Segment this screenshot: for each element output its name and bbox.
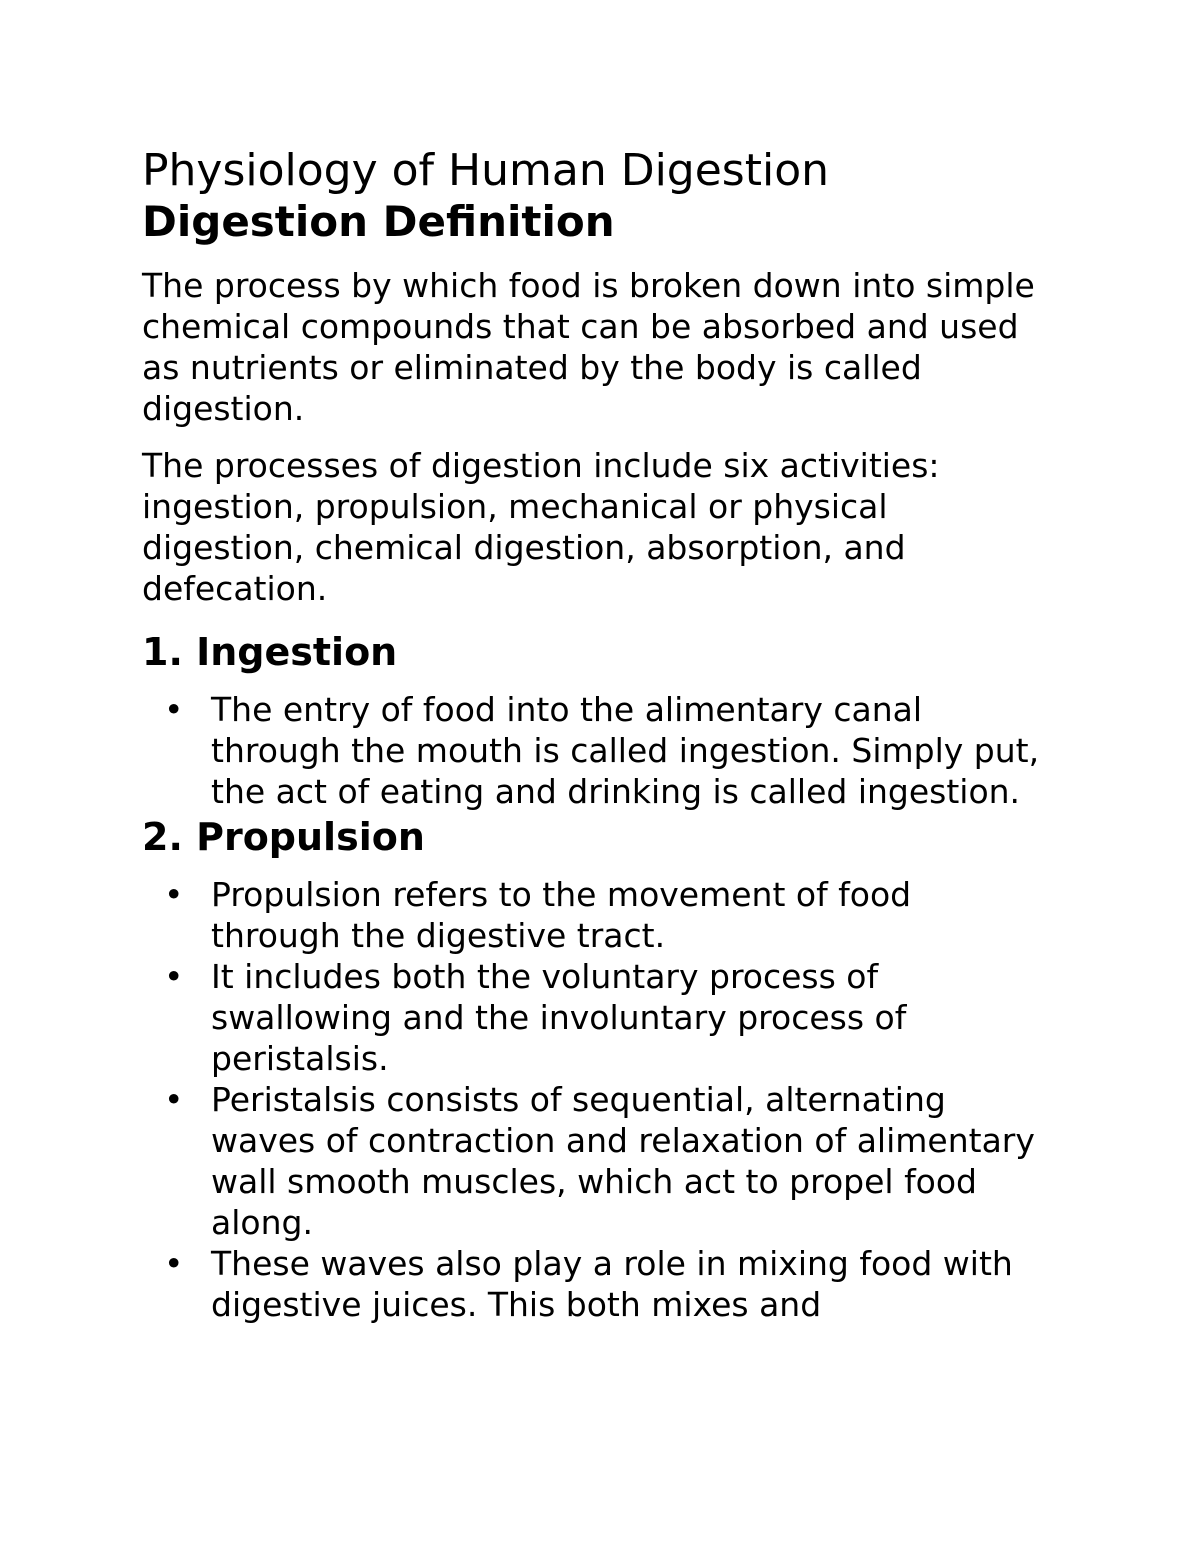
list-item bbox=[142, 689, 1042, 812]
list-item-text: It includes both the voluntary process of swallowing and the involuntary process of peristalsis. bbox=[211, 957, 907, 1078]
bullet-list bbox=[142, 689, 1042, 812]
document-page bbox=[142, 143, 1042, 1325]
document-title: Physiology of Human Digestion bbox=[142, 145, 830, 196]
definition-paragraph: The process by which food is broken down into simple chemical compounds that can be absorbed and used as nutrients or eliminated by the body is called digestion. bbox=[142, 266, 1035, 428]
bullet-icon: • bbox=[164, 690, 184, 729]
bullet-icon: • bbox=[164, 875, 184, 914]
bullet-icon: • bbox=[164, 1244, 184, 1283]
list-item-text: The entry of food into the alimentary canal through the mouth is called ingestion. Simply put, the act of eating and drinking is called ingestion. bbox=[211, 690, 1040, 811]
list-item bbox=[142, 1243, 1042, 1325]
list-item bbox=[142, 956, 1042, 1079]
section-ingestion bbox=[142, 627, 1042, 812]
bullet-icon: • bbox=[164, 1080, 184, 1119]
list-item-text: Propulsion refers to the movement of food through the digestive tract. bbox=[211, 875, 912, 955]
list-item-text: These waves also play a role in mixing food with digestive juices. This both mixes and bbox=[211, 1244, 1013, 1324]
section-heading: 2. Propulsion bbox=[142, 815, 425, 859]
list-item-text: Peristalsis consists of sequential, alternating waves of contraction and relaxation of alimentary wall smooth muscles, which act to propel food along. bbox=[211, 1080, 1035, 1242]
activities-paragraph: The processes of digestion include six activities: ingestion, propulsion, mechanical or physical digestion, chemical digestion, absorption, and defecation. bbox=[142, 446, 940, 608]
list-item bbox=[142, 874, 1042, 956]
bullet-icon: • bbox=[164, 957, 184, 996]
section-heading: 1. Ingestion bbox=[142, 630, 398, 674]
document-subtitle: Digestion Definition bbox=[142, 197, 615, 246]
section-propulsion bbox=[142, 812, 1042, 1325]
bullet-list bbox=[142, 874, 1042, 1325]
list-item bbox=[142, 1079, 1042, 1243]
